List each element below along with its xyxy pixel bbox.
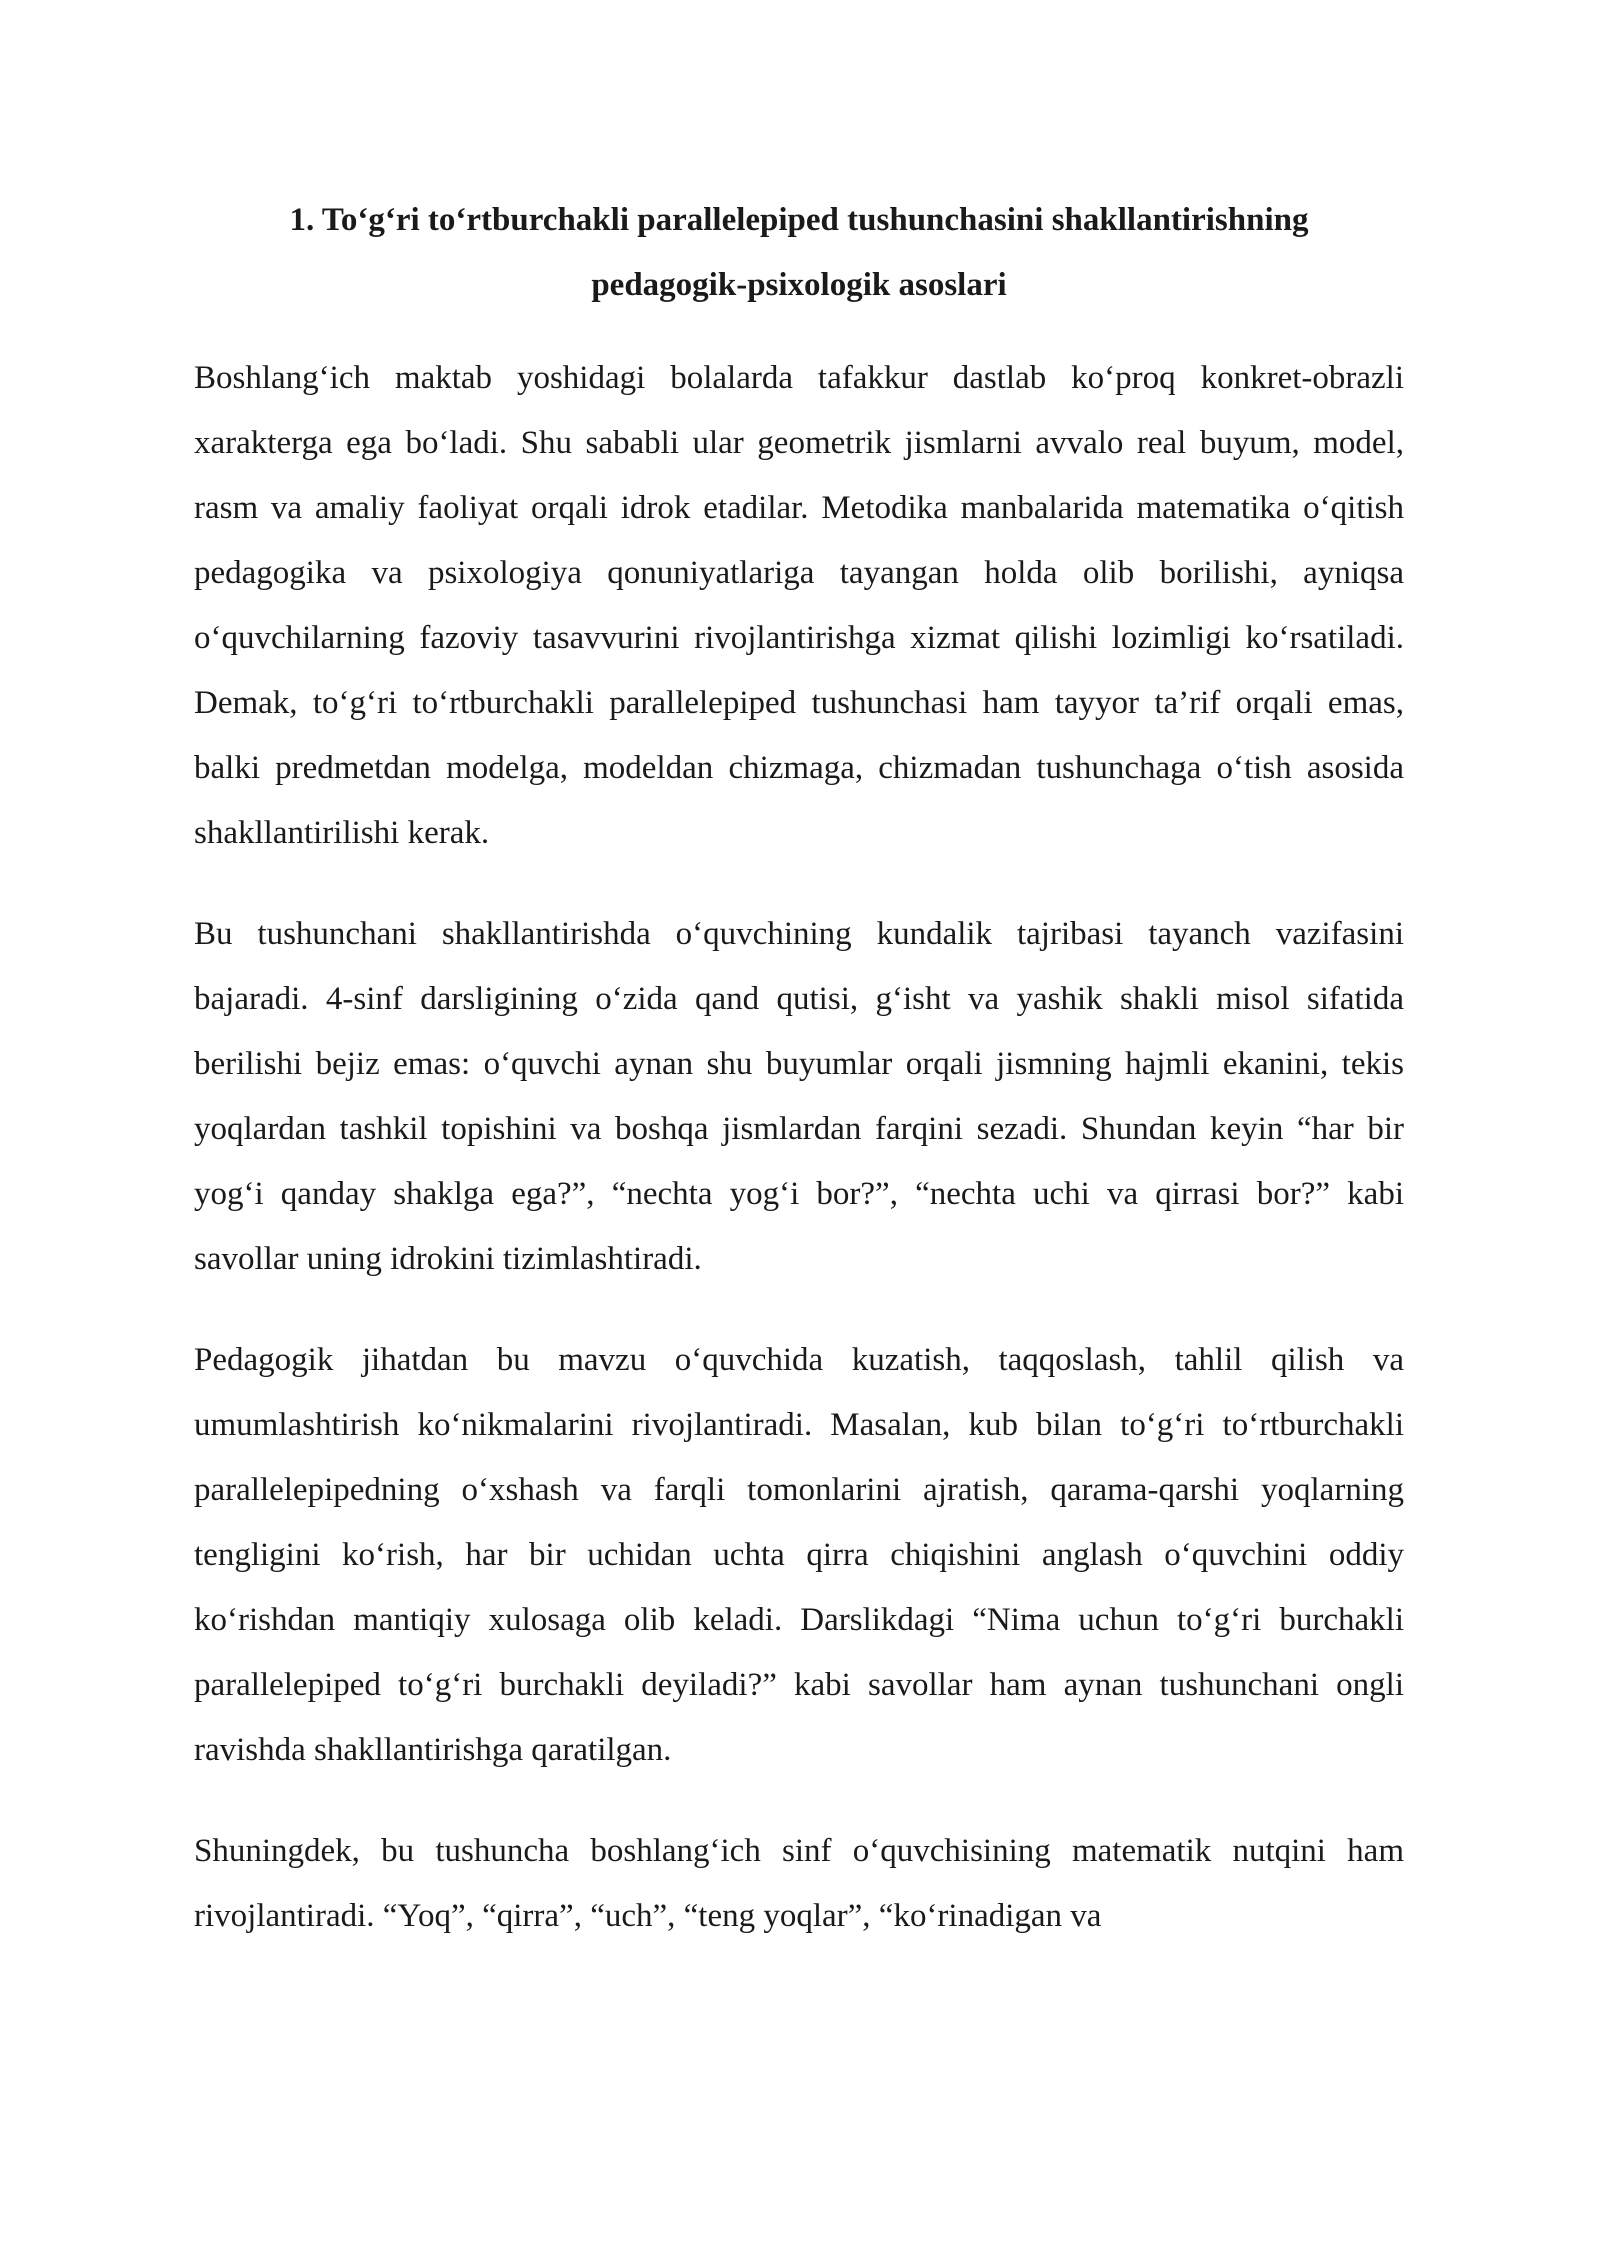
document-page: [194, 188, 1404, 1985]
paragraph-3: Pedagogik jihatdan bu mavzu o‘quvchida kuzatish, taqqoslash, tahlil qilish va umumlashtirish ko‘nikmalarini rivojlantiradi. Masalan, kub bilan to‘g‘ri to‘rtburchakli parallelepipedning o‘xshash va farqli tomonlarini ajratish, qarama-qarshi yoqlarning tengligini ko‘rish, har bir uchidan uchta qirra chiqishini anglash o‘quvchini oddiy ko‘rishdan mantiqiy xulosaga olib keladi. Darslikdagi “Nima uchun to‘g‘ri burchakli parallelepiped to‘g‘ri burchakli deyiladi?” kabi savollar ham aynan tushunchani ongli ravishda shakllantirishga qaratilgan.: [194, 1342, 1404, 1768]
paragraph-4: Shuningdek, bu tushuncha boshlang‘ich sinf o‘quvchisining matematik nutqini ham rivojlantiradi. “Yoq”, “qirra”, “uch”, “teng yoqlar”, “ko‘rinadigan va: [194, 1833, 1404, 1934]
paragraph-1: Boshlang‘ich maktab yoshidagi bolalarda tafakkur dastlab ko‘proq konkret-obrazli xarakterga ega bo‘ladi. Shu sababli ular geometrik jismlarni avvalo real buyum, model, rasm va amaliy faoliyat orqali idrok etadilar. Metodika manbalarida matematika o‘qitish pedagogika va psixologiya qonuniyatlariga tayangan holda olib borilishi, ayniqsa o‘quvchilarning fazoviy tasavvurini rivojlantirishga xizmat qilishi lozimligi ko‘rsatiladi. Demak, to‘g‘ri to‘rtburchakli parallelepiped tushunchasi ham tayyor ta’rif orqali emas, balki predmetdan modelga, modeldan chizmaga, chizmadan tushunchaga o‘tish asosida shakllantirilishi kerak.: [194, 360, 1404, 851]
section-heading: [194, 188, 1404, 318]
section-heading-line-1: 1. To‘g‘ri to‘rtburchakli parallelepiped tushunchasini shakllantirishning: [289, 202, 1309, 238]
paragraph-2: Bu tushunchani shakllantirishda o‘quvchining kundalik tajribasi tayanch vazifasini bajaradi. 4-sinf darsligining o‘zida qand qutisi, g‘isht va yashik shakli misol sifatida berilishi bejiz emas: o‘quvchi aynan shu buyumlar orqali jismning hajmli ekanini, tekis yoqlardan tashkil topishini va boshqa jismlardan farqini sezadi. Shundan keyin “har bir yog‘i qanday shaklga ega?”, “nechta yog‘i bor?”, “nechta uchi va qirrasi bor?” kabi savollar uning idrokini tizimlashtiradi.: [194, 916, 1404, 1277]
section-heading-line-2: pedagogik-psixologik asoslari: [591, 267, 1007, 303]
